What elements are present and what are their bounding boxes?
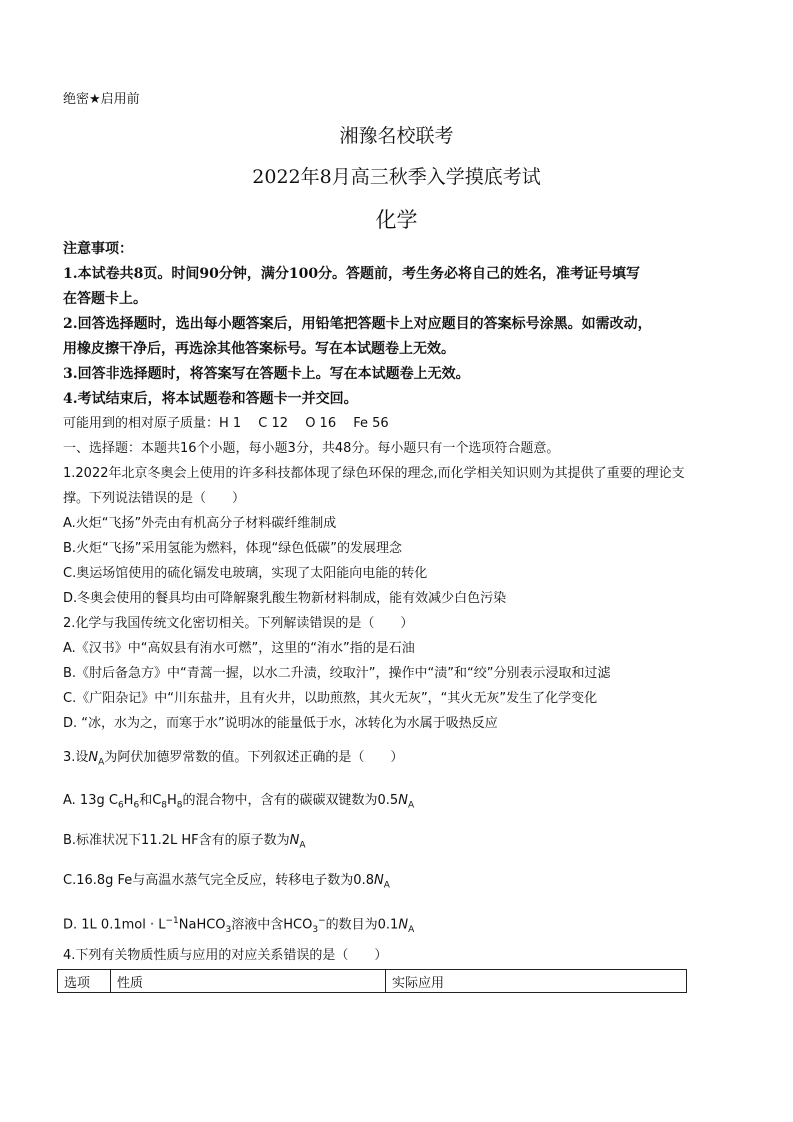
q2-option-d: D. “冰，水为之，而寒于水”说明冰的能量低于水，冰转化为水属于吸热反应 [63,716,498,731]
q4-stem: 4.下列有关物质性质与应用的对应关系错误的是（ ） [63,948,388,963]
na-symbol: N [398,917,409,933]
q3c-text: C.16.8g Fe与高温水蒸气完全反应，转移电子数为0.8 [63,873,374,888]
q1-option-c: C.奥运场馆使用的硫化镉发电玻璃，实现了太阳能向电能的转化 [63,566,428,581]
na-subscript: A [408,924,415,935]
subject-title: 化学 [375,208,418,232]
q2-option-b: B.《肘后备急方》中“青蒿一握，以水二升渍，绞取汁”，操作中“渍”和“绞”分别表示浸取和过滤 [63,666,611,681]
q3a-text: 的混合物中，含有的碳碳双键数为0.5 [182,793,399,808]
q4-table [57,969,687,993]
table-header-cell: 实际应用 [386,970,687,993]
q1-stem-b: 撑。下列说法错误的是（ ） [63,491,246,506]
q3a-sub: 6 [133,800,140,811]
na-subscript: A [98,757,105,768]
na-subscript: A [407,800,415,811]
q3d-text: 的数目为0.1 [325,917,399,933]
section-1-heading: 一、选择题：本题共16个小题，每小题3分，共48分。每小题只有一个选项符合题意。 [63,441,560,456]
q3a-sub: 8 [176,800,183,811]
na-subscript: A [383,880,390,891]
table-header-cell: 选项 [58,970,111,993]
table-header-cell: 性质 [111,970,386,993]
q1-option-d: D.冬奥会使用的餐具均由可降解聚乳酸生物新材料制成，能有效减少白色污染 [63,591,507,606]
q3d-sub: 3 [312,924,319,935]
q3-option-a [63,793,414,814]
q3d-sup: − [318,916,326,926]
q3d-text: D. 1L 0.1mol · L [63,917,166,933]
q3d-text: 溶液中含HCO [231,917,313,933]
q3a-sub: 6 [117,800,124,811]
q3a-sub: 8 [161,800,167,811]
note-1a: 1.本试卷共8页。时间90分钟，满分100分。答题前，考生务必将自己的姓名，准考证号填写 [63,266,641,282]
q3-option-c [63,873,390,894]
q3d-sup: −1 [165,916,179,926]
q3-option-b [63,833,306,854]
q1-stem-a: 1.2022年北京冬奥会上使用的许多科技都体现了绿色环保的理念,而化学相关知识则为其提供了重要的理论支 [63,466,685,481]
note-3: 3.回答非选择题时，将答案写在答题卡上。写在本试题卷上无效。 [63,366,470,382]
table-row [58,970,687,993]
q3-stem-post: 为阿伏加德罗常数的值。下列叙述正确的是（ ） [104,750,404,765]
note-4: 4.考试结束后，将本试题卷和答题卡一并交回。 [63,391,358,407]
q2-option-c: C.《广阳杂记》中“川东盐井，且有火井，以助煎熬，其火无灰”，“其火无灰”发生了化学变化 [63,691,598,706]
note-2b: 用橡皮擦干净后，再选涂其他答案标号。写在本试题卷上无效。 [63,341,455,357]
q3a-text: H [167,793,177,808]
q2-stem: 2.化学与我国传统文化密切相关。下列解读错误的是（ ） [63,616,414,631]
note-1b: 在答题卡上。 [63,291,147,307]
q3-option-d [63,913,414,938]
na-symbol: N [88,750,99,765]
q1-option-a: A.火炬“飞扬”外壳由有机高分子材料碳纤维制成 [63,516,337,531]
note-2a: 2.回答选择题时，选出每小题答案后，用铅笔把答题卡上对应题目的答案标号涂黑。如需改动， [63,316,652,332]
exam-title: 2022年8月高三秋季入学摸底考试 [252,166,541,188]
q3d-text: NaHCO [178,917,226,933]
atomic-mass: 可能用到的相对原子质量：H 1 C 12 O 16 Fe 56 [63,416,389,431]
na-symbol: N [289,833,300,848]
na-symbol: N [398,793,408,808]
q3d-sub: 3 [225,924,232,935]
q3a-text: A. 13g C [63,793,118,808]
exam-org-title: 湘豫名校联考 [339,125,454,147]
notes-heading: 注意事项： [63,241,133,257]
secret-mark: 绝密★启用前 [63,92,140,107]
q2-option-a: A.《汉书》中“高奴县有洧水可燃”，这里的“洧水”指的是石油 [63,641,415,656]
q3a-text: H [123,793,134,808]
q3a-text: 和C [139,793,162,808]
q3b-text: B.标准状况下11.2L HF含有的原子数为 [63,833,290,848]
na-subscript: A [299,840,306,851]
q1-option-b: B.火炬“飞扬”采用氢能为燃料，体现“绿色低碳”的发展理念 [63,541,402,556]
q3-stem-pre: 3.设 [63,750,89,765]
q3-stem [63,750,403,771]
na-symbol: N [373,873,384,888]
